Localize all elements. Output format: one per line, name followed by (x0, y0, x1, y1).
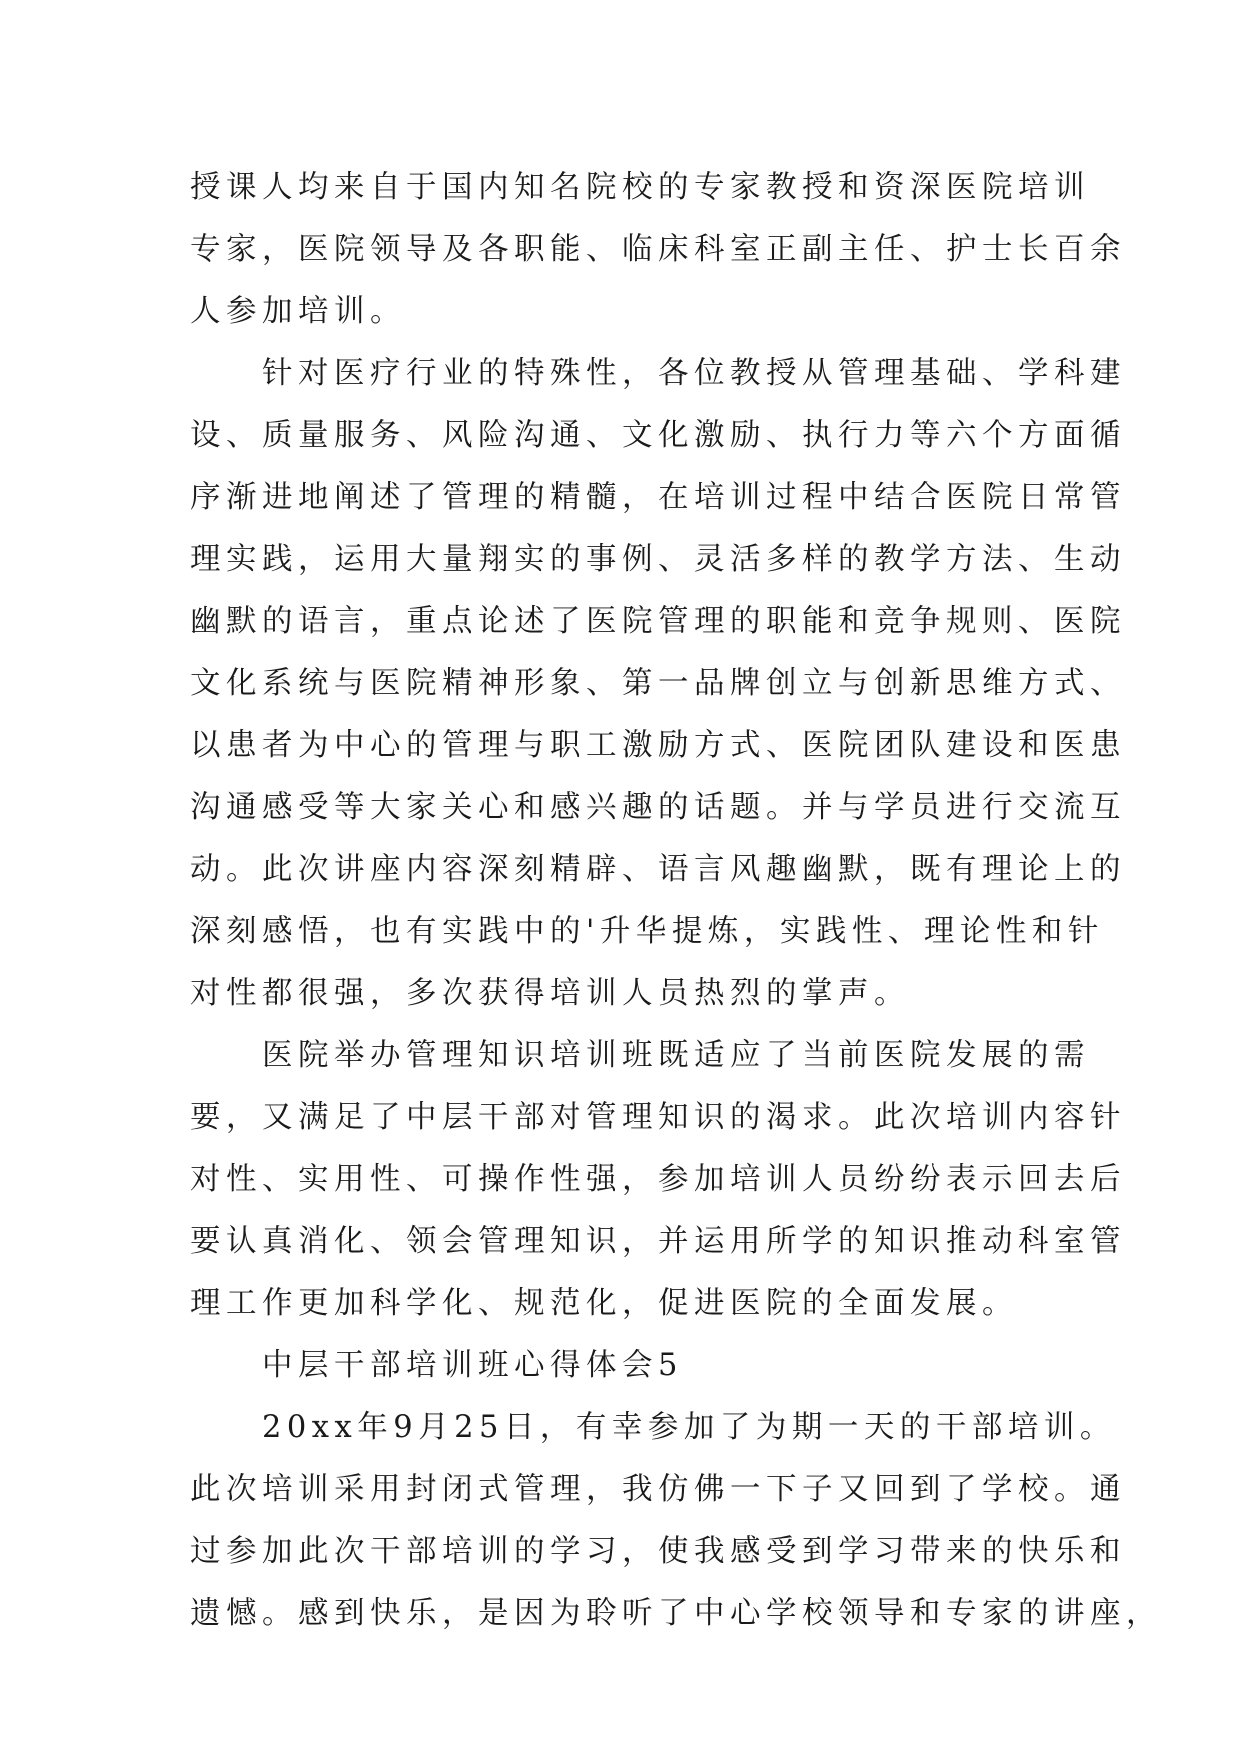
text-line: 医院举办管理知识培训班既适应了当前医院发展的需 (190, 1038, 1090, 1073)
text-line: 幽默的语言，重点论述了医院管理的职能和竞争规则、医院 (190, 604, 1126, 639)
text-line: 以患者为中心的管理与职工激励方式、医院团队建设和医患 (190, 728, 1126, 763)
text-line: 要，又满足了中层干部对管理知识的渴求。此次培训内容针 (190, 1100, 1126, 1135)
text-line: 文化系统与医院精神形象、第一品牌创立与创新思维方式、 (190, 666, 1126, 701)
text-line: 理工作更加科学化、规范化，促进医院的全面发展。 (190, 1286, 1018, 1321)
text-line: 过参加此次干部培训的学习，使我感受到学习带来的快乐和 (190, 1534, 1126, 1569)
document-body (190, 157, 1162, 1645)
text-line: 针对医疗行业的特殊性，各位教授从管理基础、学科建 (190, 356, 1126, 391)
text-line: 遗憾。感到快乐，是因为聆听了中心学校领导和专家的讲座， (190, 1596, 1162, 1631)
text-line: 对性、实用性、可操作性强，参加培训人员纷纷表示回去后 (190, 1162, 1126, 1197)
text-line: 理实践，运用大量翔实的事例、灵活多样的教学方法、生动 (190, 542, 1126, 577)
text-line: 对性都很强，多次获得培训人员热烈的掌声。 (190, 976, 910, 1011)
text-line: 要认真消化、领会管理知识，并运用所学的知识推动科室管 (190, 1224, 1126, 1259)
text-line: 序渐进地阐述了管理的精髓，在培训过程中结合医院日常管 (190, 480, 1126, 515)
text-line: 人参加培训。 (190, 294, 406, 329)
text-line: 此次培训采用封闭式管理，我仿佛一下子又回到了学校。通 (190, 1472, 1126, 1507)
text-line: 20xx年9月25日，有幸参加了为期一天的干部培训。 (190, 1410, 1116, 1445)
text-line: 深刻感悟，也有实践中的'升华提炼，实践性、理论性和针 (190, 914, 1104, 949)
text-line: 动。此次讲座内容深刻精辟、语言风趣幽默，既有理论上的 (190, 852, 1126, 887)
text-line: 授课人均来自于国内知名院校的专家教授和资深医院培训 (190, 170, 1090, 205)
text-line: 设、质量服务、风险沟通、文化激励、执行力等六个方面循 (190, 418, 1126, 453)
text-line: 专家，医院领导及各职能、临床科室正副主任、护士长百余 (190, 232, 1126, 267)
section-heading: 中层干部培训班心得体会5 (190, 1348, 683, 1383)
text-line: 沟通感受等大家关心和感兴趣的话题。并与学员进行交流互 (190, 790, 1126, 825)
